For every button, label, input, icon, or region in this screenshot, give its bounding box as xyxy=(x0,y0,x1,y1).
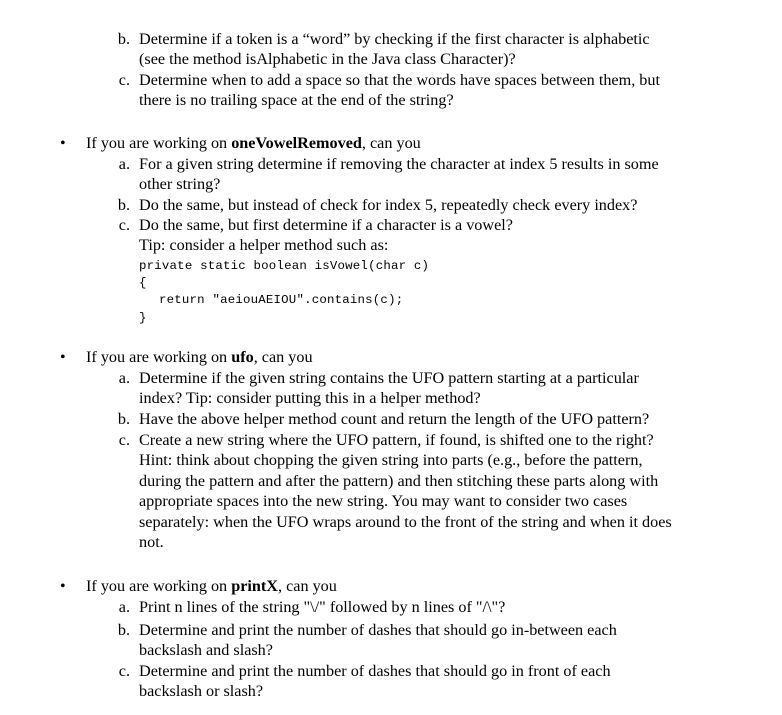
item-label: b. xyxy=(117,621,130,639)
item-text: appropriate spaces into the new string. You may want to consider two cases xyxy=(139,492,628,510)
item-text: Do the same, but instead of check for index 5, repeatedly check every index? xyxy=(139,196,638,214)
item-text: Do the same, but first determine if a character is a vowel? xyxy=(139,216,513,234)
item-label: c. xyxy=(118,431,130,449)
bullet-icon: • xyxy=(60,135,66,152)
code-line: } xyxy=(139,311,147,325)
item-label: c. xyxy=(118,71,130,89)
section-keyword: printX xyxy=(231,577,278,595)
bullet-icon: • xyxy=(60,349,66,366)
item-text: index? Tip: consider putting this in a helper method? xyxy=(139,389,481,407)
section-intro: If you are working on ufo, can you xyxy=(86,348,313,366)
bullet-icon: • xyxy=(60,578,66,595)
item-text: not. xyxy=(139,533,164,551)
item-label: a. xyxy=(118,369,130,387)
item-text: Determine if a token is a “word” by checking if the first character is alphabetic xyxy=(139,30,650,48)
item-text: Have the above helper method count and return the length of the UFO pattern? xyxy=(139,410,650,428)
section-intro: If you are working on oneVowelRemoved, can you xyxy=(86,134,421,152)
item-label: a. xyxy=(118,598,130,616)
section-keyword: oneVowelRemoved xyxy=(231,134,362,152)
item-text: backslash or slash? xyxy=(139,682,264,700)
item-text: For a given string determine if removing the character at index 5 results in some xyxy=(139,155,659,173)
item-label: a. xyxy=(118,155,130,173)
item-text: separately: when the UFO wraps around to the front of the string and when it does xyxy=(139,513,672,531)
item-label: b. xyxy=(117,196,130,214)
item-text: other string? xyxy=(139,175,221,193)
item-text: backslash and slash? xyxy=(139,641,273,659)
item-label: c. xyxy=(118,662,130,680)
item-text: Print n lines of the string "\/" followed by n lines of "/\"? xyxy=(139,598,506,616)
section-keyword: ufo xyxy=(231,348,254,366)
item-label: b. xyxy=(117,30,130,48)
section-intro: If you are working on printX, can you xyxy=(86,577,337,595)
item-text: Hint: think about chopping the given string into parts (e.g., before the pattern, xyxy=(139,451,643,469)
item-text: Create a new string where the UFO pattern, if found, is shifted one to the right? xyxy=(139,431,654,449)
item-text: (see the method isAlphabetic in the Java class Character)? xyxy=(139,50,516,68)
item-text: Determine if the given string contains the UFO pattern starting at a particular xyxy=(139,369,639,387)
item-text: Determine and print the number of dashes that should go in-between each xyxy=(139,621,617,639)
item-text: Tip: consider a helper method such as: xyxy=(139,236,389,254)
item-text: there is no trailing space at the end of the string? xyxy=(139,91,454,109)
code-line: return "aeiouAEIOU".contains(c); xyxy=(159,293,404,307)
code-line: { xyxy=(139,276,147,290)
item-label: b. xyxy=(117,410,130,428)
code-line: private static boolean isVowel(char c) xyxy=(139,259,430,273)
item-label: c. xyxy=(118,216,130,234)
item-text: Determine when to add a space so that the words have spaces between them, but xyxy=(139,71,660,89)
item-text: Determine and print the number of dashes that should go in front of each xyxy=(139,662,611,680)
item-text: during the pattern and after the pattern) and then stitching these parts along with xyxy=(139,472,659,490)
